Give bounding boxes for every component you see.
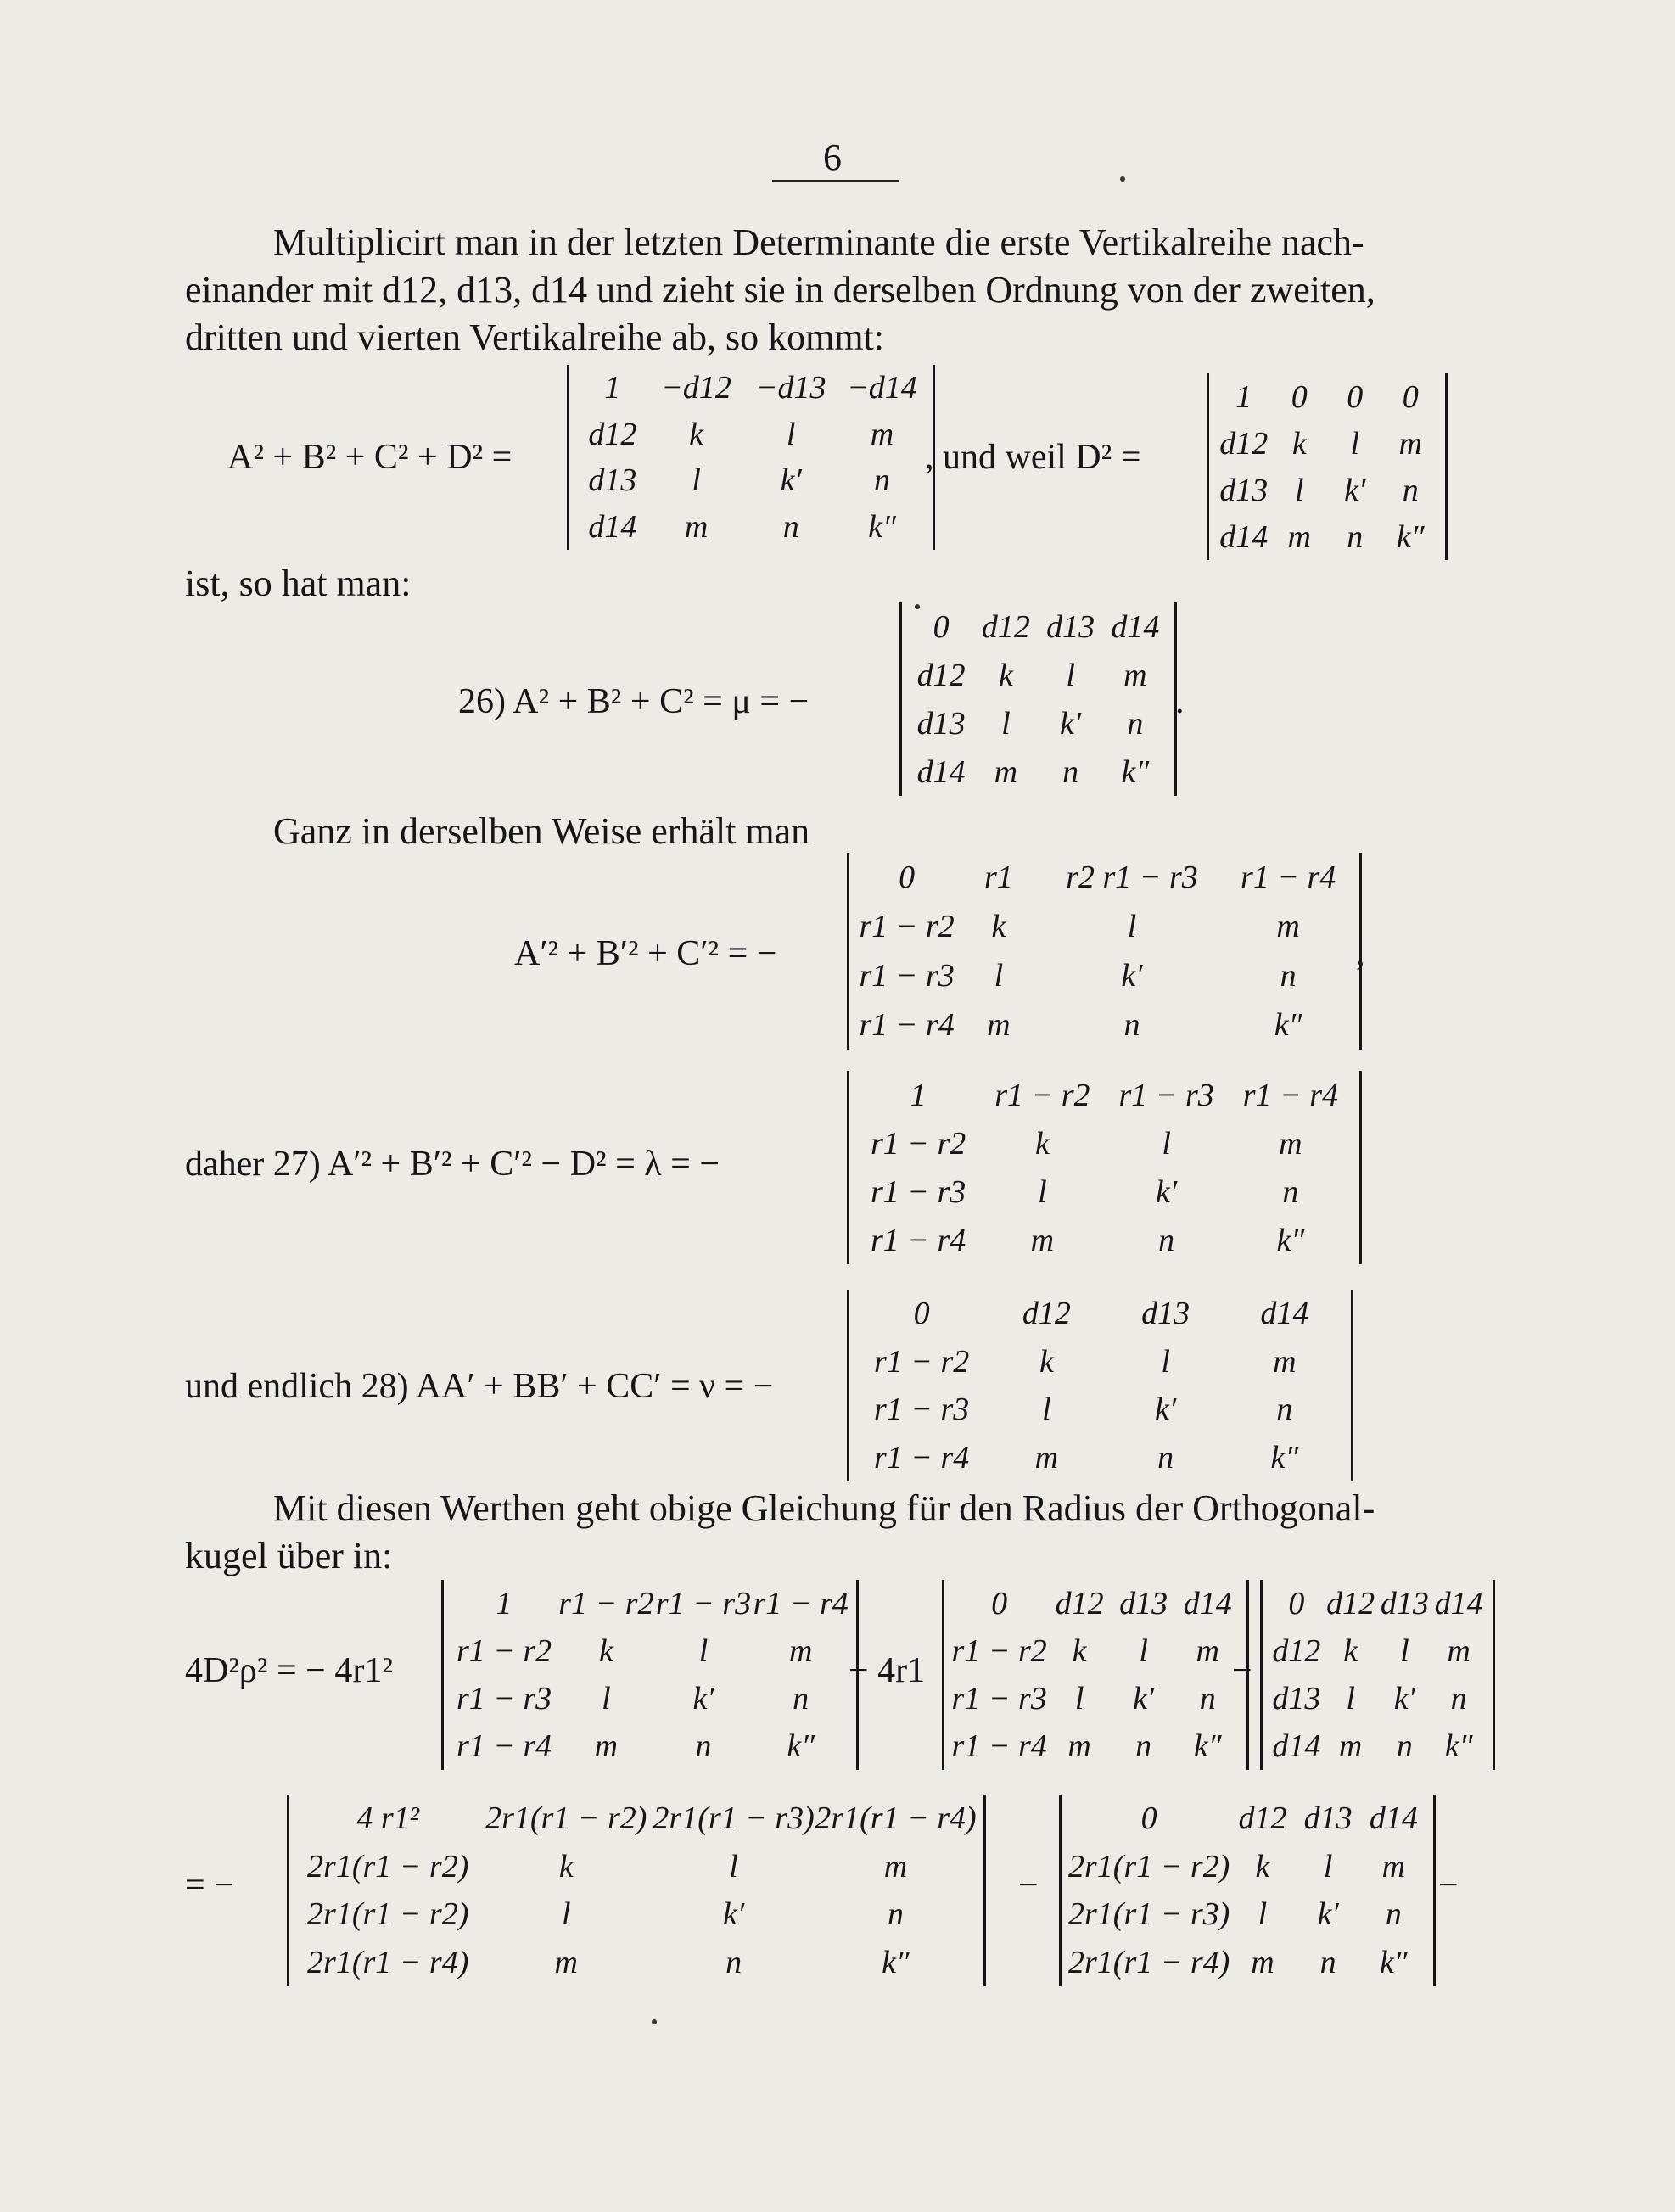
determinant-cell: n — [1402, 472, 1419, 508]
determinant-cell: m — [1381, 1848, 1406, 1884]
determinant-cell: l — [1127, 909, 1137, 944]
determinant-cell: r1 − r4 — [1241, 860, 1336, 895]
determinant-cell: m — [1273, 1343, 1297, 1380]
determinant-cell: −d12 — [661, 370, 731, 406]
determinant-cell: m — [594, 1728, 619, 1764]
determinant-cell: d14 — [1434, 1586, 1483, 1621]
determinant-cell: r1 − r2 — [456, 1633, 552, 1669]
determinant-cell: n — [1135, 1728, 1152, 1764]
determinant-cell: 0 — [899, 860, 916, 895]
determinant-cell: d12 — [1238, 1800, 1287, 1837]
determinant-cell: 2r1(r1 − r3) — [653, 1800, 815, 1837]
determinant-cell: 0 — [1140, 1800, 1157, 1837]
determinant-cell: k′ — [1060, 705, 1082, 742]
determinant-cell: k′ — [1393, 1681, 1415, 1716]
paragraph-2 — [185, 1485, 1375, 1580]
equation-d-determinant-2 — [1059, 1795, 1436, 1986]
determinant-cell: l — [1323, 1848, 1333, 1884]
equation-28-lhs: und endlich 28) AA′ + BB′ + CC′ = ν = − — [185, 1367, 774, 1406]
determinant-cell: r1 − r2 — [874, 1343, 970, 1380]
determinant-cell: 2r1(r1 − r4) — [815, 1800, 977, 1837]
determinant-cell: 0 — [991, 1586, 1008, 1621]
determinant-cell: r1 − r3 — [859, 958, 955, 994]
determinant-cell: 1 — [1235, 378, 1252, 415]
determinant-cell: d12 — [1022, 1296, 1071, 1332]
determinant-cell: 2r1(r1 − r2) — [1068, 1848, 1230, 1884]
equation-d-op: − — [1018, 1866, 1039, 1905]
scan-speck — [652, 2019, 657, 2024]
equation-c-determinant-3 — [1260, 1580, 1495, 1770]
determinant-cell: n — [1123, 1007, 1140, 1043]
determinant-cell: l — [994, 958, 1004, 994]
determinant-cell: 4 r1² — [356, 1800, 420, 1837]
determinant-cell: d13 — [1046, 608, 1095, 645]
determinant-cell: l — [1350, 425, 1360, 462]
equation-c-determinant-2 — [942, 1580, 1249, 1770]
determinant-cell: k — [1291, 425, 1307, 462]
determinant-cell: k — [689, 416, 704, 452]
determinant-cell: 0 — [1347, 378, 1364, 415]
determinant-cell: r1 − r4 — [859, 1007, 955, 1043]
paragraph-2-line-2: kugel über in: — [185, 1535, 393, 1576]
determinant-cell: k — [598, 1633, 613, 1669]
determinant-cell: r1 − r2 — [859, 909, 955, 944]
equation-27-determinant — [847, 1071, 1362, 1264]
equation-c-determinant-1 — [441, 1580, 859, 1770]
determinant-cell: d14 — [1183, 1586, 1232, 1621]
determinant-cell: 2r1(r1 − r2) — [307, 1896, 469, 1933]
determinant-cell: k′ — [1344, 472, 1366, 508]
determinant-cell: r1 − r4 — [753, 1586, 849, 1621]
determinant-cell: d13 — [1119, 1586, 1168, 1621]
determinant-cell: m — [883, 1848, 908, 1884]
determinant-cell: k″ — [868, 508, 896, 545]
determinant-cell: r2 r1 − r3 — [1066, 860, 1198, 895]
determinant-cell: d13 — [916, 705, 966, 742]
determinant-cell: d12 — [1055, 1586, 1104, 1621]
determinant-cell: n — [1062, 753, 1079, 790]
paragraph-1-line-3: dritten und vierten Vertikalreihe ab, so kommt: — [185, 316, 884, 358]
determinant-cell: r1 − r3 — [874, 1392, 970, 1428]
determinant-cell: m — [1123, 657, 1147, 693]
determinant-cell: l — [1258, 1896, 1268, 1933]
determinant-cell: k′ — [722, 1896, 745, 1933]
determinant-cell: 1 — [496, 1586, 513, 1621]
determinant-cell: r1 − r4 — [951, 1728, 1047, 1764]
equation-d-determinant-1 — [287, 1795, 986, 1986]
determinant-cell: k″ — [1444, 1728, 1473, 1764]
equation-26-tail: . — [1175, 682, 1185, 721]
equation-26-lhs: 26) A² + B² + C² = μ = − — [458, 682, 809, 721]
determinant-cell: k″ — [1121, 753, 1150, 790]
determinant-cell: k′ — [692, 1681, 714, 1716]
equation-a-lhs: A² + B² + C² + D² = — [227, 438, 513, 477]
equation-b-tail: , — [1356, 934, 1365, 973]
determinant-cell: d14 — [1111, 608, 1160, 645]
page-number: 6 — [823, 137, 842, 178]
determinant-cell: m — [870, 416, 894, 452]
determinant-cell: k — [1343, 1633, 1358, 1669]
determinant-cell: m — [554, 1944, 578, 1980]
determinant-cell: m — [1338, 1728, 1363, 1764]
paragraph-1-line-1: Multiplicirt man in der letzten Determinante die erste Vertikalreihe nach- — [273, 221, 1364, 263]
equation-c-op-1: − 4r1 — [849, 1651, 926, 1690]
determinant-cell: r1 − r3 — [951, 1681, 1047, 1716]
determinant-cell: k″ — [1380, 1944, 1408, 1980]
determinant-cell: l — [1162, 1125, 1171, 1162]
equation-a-determinant — [567, 365, 935, 550]
determinant-cell: n — [1276, 1392, 1293, 1428]
determinant-cell: n — [1282, 1173, 1299, 1210]
determinant-cell: l — [786, 416, 796, 452]
determinant-cell: 0 — [913, 1296, 930, 1332]
scan-speck — [1120, 176, 1125, 182]
determinant-cell: k″ — [1270, 1439, 1299, 1476]
determinant-cell: m — [994, 753, 1018, 790]
equation-d-lhs: = − — [185, 1866, 234, 1905]
scan-speck — [915, 604, 920, 609]
determinant-cell: m — [1030, 1222, 1055, 1258]
determinant-cell: n — [888, 1896, 905, 1933]
determinant-cell: r1 − r4 — [871, 1222, 966, 1258]
determinant-cell: d14 — [588, 508, 637, 545]
determinant-cell: r1 − r3 — [456, 1681, 552, 1716]
determinant-cell: l — [1066, 657, 1075, 693]
paragraph-1-line-2: einander mit d12, d13, d14 und zieht sie in derselben Ordnung von der zweiten, — [185, 269, 1375, 311]
determinant-cell: k′ — [1155, 1392, 1177, 1428]
determinant-cell: n — [873, 462, 890, 499]
determinant-cell: l — [1042, 1392, 1051, 1428]
determinant-cell: m — [684, 508, 709, 545]
determinant-cell: r1 − r2 — [558, 1586, 654, 1621]
determinant-cell: r1 − r3 — [871, 1173, 966, 1210]
determinant-cell: m — [1067, 1728, 1091, 1764]
determinant-cell: d14 — [1272, 1728, 1321, 1764]
determinant-cell: n — [1319, 1944, 1336, 1980]
determinant-cell: 1 — [604, 370, 621, 406]
determinant-cell: d13 — [588, 462, 637, 499]
determinant-cell: 0 — [1291, 378, 1308, 415]
determinant-cell: r1 − r2 — [871, 1125, 966, 1162]
determinant-cell: 2r1(r1 − r2) — [485, 1800, 647, 1837]
determinant-cell: m — [1196, 1633, 1219, 1669]
determinant-cell: d13 — [1303, 1800, 1353, 1837]
equation-27-lhs: daher 27) A′² + B′² + C′² − D² = λ = − — [185, 1145, 720, 1184]
determinant-cell: l — [602, 1681, 611, 1716]
determinant-cell: m — [987, 1007, 1011, 1043]
determinant-cell: r1 − r2 — [994, 1077, 1090, 1113]
determinant-cell: l — [1346, 1681, 1355, 1716]
determinant-cell: 0 — [1288, 1586, 1305, 1621]
determinant-cell: m — [1276, 909, 1300, 944]
determinant-cell: k′ — [1121, 958, 1143, 994]
determinant-cell: r1 − r3 — [1118, 1077, 1214, 1113]
determinant-cell: k′ — [1317, 1896, 1339, 1933]
determinant-cell: d14 — [916, 753, 966, 790]
determinant-cell: l — [698, 1633, 709, 1669]
determinant-cell: n — [1450, 1681, 1467, 1716]
determinant-cell: n — [725, 1944, 742, 1980]
determinant-cell: r1 − r4 — [874, 1439, 970, 1476]
determinant-cell: k — [1039, 1343, 1054, 1380]
ist-line: ist, so hat man: — [185, 563, 412, 604]
determinant-cell: k — [998, 657, 1013, 693]
determinant-cell: k — [1034, 1125, 1050, 1162]
determinant-cell: k — [991, 909, 1006, 944]
determinant-cell: k — [1255, 1848, 1270, 1884]
determinant-cell: n — [793, 1681, 809, 1716]
determinant-cell: r1 − r3 — [655, 1586, 752, 1621]
determinant-cell: m — [1398, 425, 1422, 462]
determinant-cell: 0 — [933, 608, 950, 645]
determinant-cell: k″ — [787, 1728, 815, 1764]
determinant-cell: k″ — [1274, 1007, 1302, 1043]
determinant-cell: d13 — [1141, 1296, 1190, 1332]
determinant-cell: k′ — [1156, 1173, 1178, 1210]
determinant-cell: d14 — [1260, 1296, 1309, 1332]
determinant-cell: n — [1396, 1728, 1413, 1764]
determinant-cell: r1 − r2 — [951, 1633, 1047, 1669]
determinant-cell: n — [1127, 705, 1144, 742]
determinant-cell: 2r1(r1 − r4) — [1068, 1944, 1230, 1980]
determinant-cell: d13 — [1219, 472, 1269, 508]
determinant-cell: d14 — [1219, 518, 1269, 555]
determinant-cell: k″ — [1276, 1222, 1305, 1258]
equation-b-determinant — [847, 853, 1362, 1050]
determinant-cell: l — [1400, 1633, 1409, 1669]
equation-a-determinant-2 — [1207, 373, 1448, 560]
determinant-cell: k — [1072, 1633, 1087, 1669]
equation-a-mid: , und weil D² = — [925, 438, 1141, 477]
equation-b-lhs: A′² + B′² + C′² = − — [514, 934, 777, 973]
determinant-cell: m — [788, 1633, 813, 1669]
equation-26-determinant — [899, 602, 1177, 796]
equation-c-lhs: 4D²ρ² = − 4r1² — [185, 1651, 393, 1690]
determinant-cell: d12 — [1219, 425, 1269, 462]
determinant-cell: n — [1385, 1896, 1402, 1933]
determinant-cell: k″ — [1193, 1728, 1222, 1764]
determinant-cell: d12 — [588, 416, 637, 452]
equation-d-tail: − — [1438, 1866, 1459, 1905]
determinant-cell: d14 — [1369, 1800, 1418, 1837]
determinant-cell: n — [1157, 1439, 1174, 1476]
determinant-cell: n — [1199, 1681, 1216, 1716]
ganz-line: Ganz in derselben Weise erhält man — [273, 810, 810, 852]
determinant-cell: r1 — [984, 860, 1013, 895]
determinant-cell: k′ — [780, 462, 802, 499]
determinant-cell: l — [692, 462, 701, 499]
determinant-cell: m — [1279, 1125, 1302, 1162]
determinant-cell: d12 — [1326, 1586, 1375, 1621]
header-rule — [772, 180, 899, 182]
determinant-cell: r1 − r4 — [456, 1728, 552, 1764]
determinant-cell: l — [1139, 1633, 1148, 1669]
determinant-cell: l — [561, 1896, 571, 1933]
equation-c-op-2: − — [1232, 1651, 1252, 1690]
paragraph-2-line-1: Mit diesen Werthen geht obige Gleichung für den Radius der Orthogonal- — [273, 1487, 1375, 1529]
determinant-cell: d12 — [1272, 1633, 1321, 1669]
determinant-cell: k″ — [882, 1944, 910, 1980]
determinant-cell: 2r1(r1 − r4) — [307, 1944, 469, 1980]
determinant-cell: k — [558, 1848, 574, 1884]
determinant-cell: l — [729, 1848, 738, 1884]
determinant-cell: 1 — [910, 1077, 927, 1113]
determinant-cell: m — [1287, 518, 1311, 555]
determinant-cell: d13 — [1272, 1681, 1321, 1716]
determinant-cell: −d14 — [847, 370, 917, 406]
determinant-cell: k″ — [1396, 518, 1425, 555]
determinant-cell: 2r1(r1 − r3) — [1068, 1896, 1230, 1933]
determinant-cell: d13 — [1380, 1586, 1429, 1621]
determinant-cell: n — [1280, 958, 1297, 994]
paragraph-1 — [185, 219, 1375, 361]
determinant-cell: l — [1074, 1681, 1084, 1716]
determinant-cell: l — [1038, 1173, 1047, 1210]
determinant-cell: m — [1447, 1633, 1471, 1669]
determinant-cell: l — [1001, 705, 1011, 742]
determinant-cell: n — [782, 508, 799, 545]
determinant-cell: n — [695, 1728, 712, 1764]
determinant-cell: m — [1251, 1944, 1274, 1980]
determinant-cell: n — [1347, 518, 1364, 555]
determinant-cell: l — [1294, 472, 1304, 508]
determinant-cell: d12 — [981, 608, 1030, 645]
equation-28-determinant — [847, 1290, 1353, 1481]
determinant-cell: 2r1(r1 − r2) — [307, 1848, 469, 1884]
determinant-cell: d12 — [916, 657, 966, 693]
determinant-cell: m — [1034, 1439, 1059, 1476]
determinant-cell: −d13 — [755, 370, 826, 406]
determinant-cell: k′ — [1133, 1681, 1155, 1716]
determinant-cell: l — [1161, 1343, 1170, 1380]
determinant-cell: n — [1158, 1222, 1175, 1258]
determinant-cell: r1 − r4 — [1242, 1077, 1338, 1113]
determinant-cell: 0 — [1402, 378, 1419, 415]
